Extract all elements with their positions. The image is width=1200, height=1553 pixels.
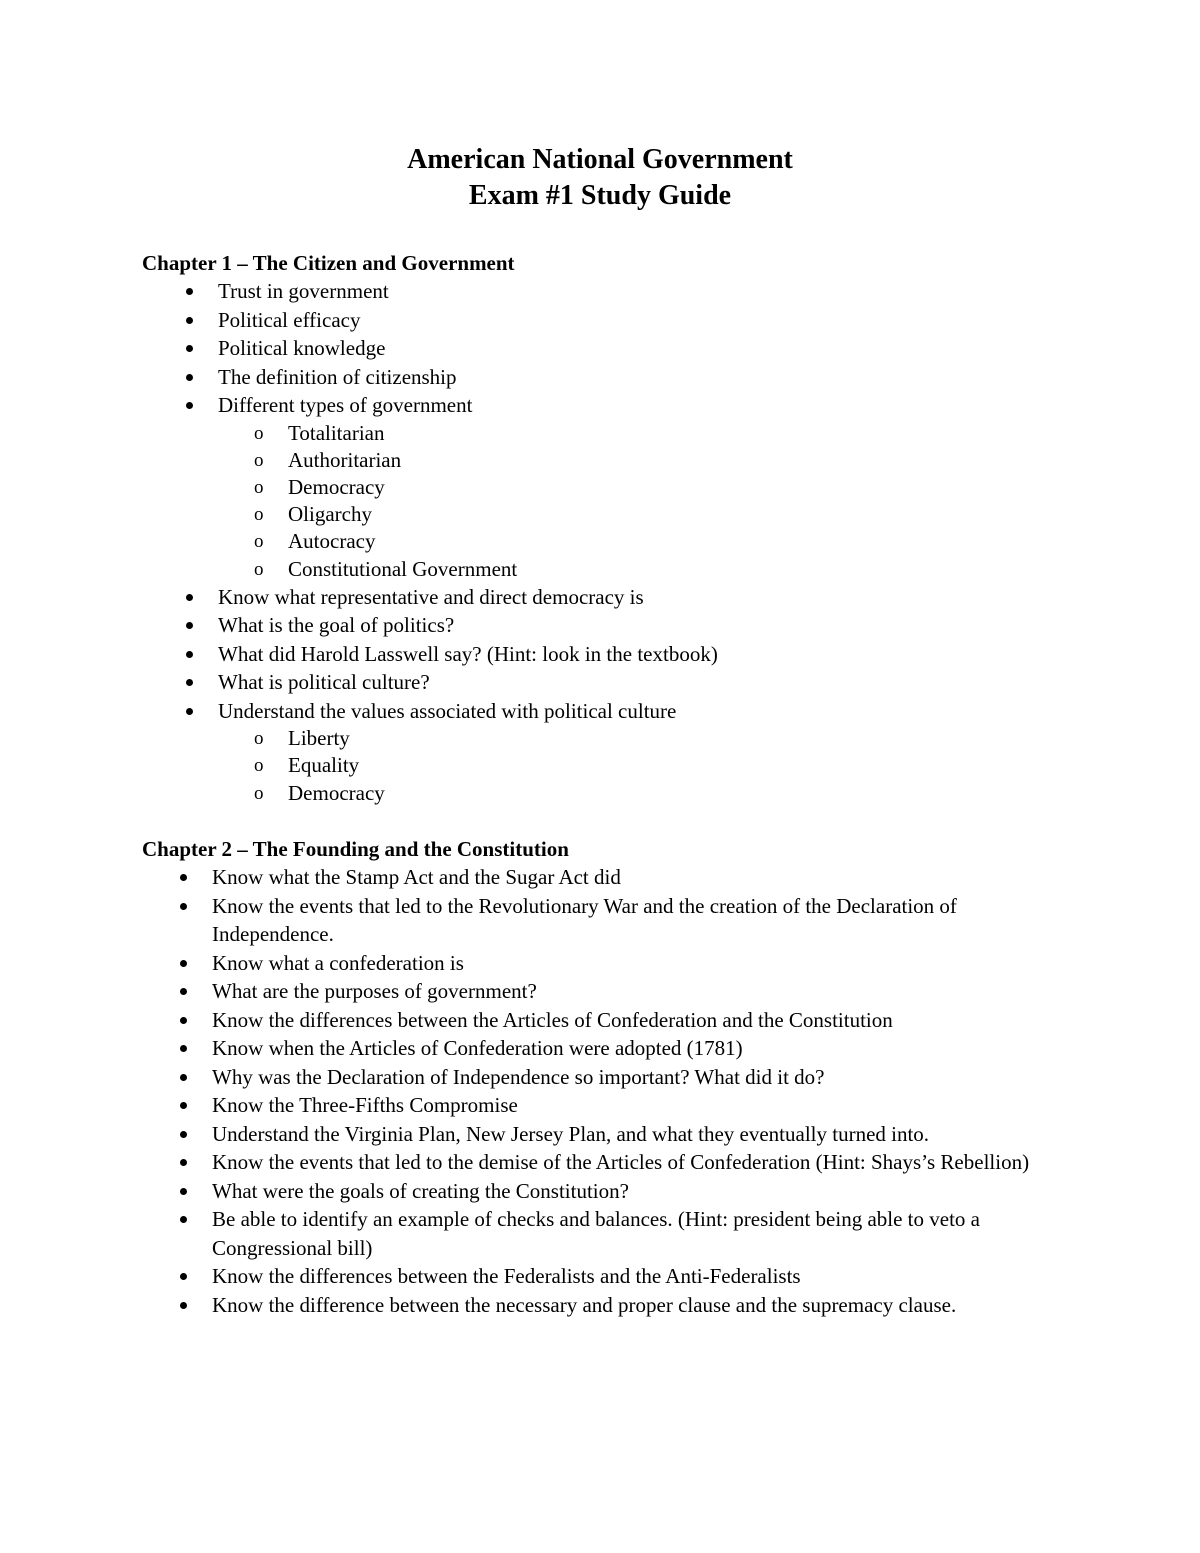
list-item — [142, 391, 1082, 583]
bullet-icon — [180, 903, 187, 910]
chapter-2-heading: Chapter 2 – The Founding and the Constitution — [142, 837, 569, 861]
chapter-2-list — [142, 863, 1082, 1319]
sub-list-item-text: Democracy — [288, 780, 385, 805]
bullet-icon — [186, 651, 193, 658]
list-item — [142, 1205, 1082, 1262]
bullet-icon — [180, 1159, 187, 1166]
bullet-icon — [180, 1188, 187, 1195]
bullet-icon — [186, 317, 193, 324]
hollow-bullet-icon: o — [254, 531, 264, 553]
hollow-bullet-icon: o — [254, 449, 264, 471]
list-item-text: What is political culture? — [218, 670, 430, 695]
sub-list-item — [218, 556, 1082, 583]
bullet-icon — [186, 288, 193, 295]
list-item — [142, 277, 1082, 306]
list-item-text: What did Harold Lasswell say? (Hint: look in the textbook) — [218, 641, 718, 666]
list-item — [142, 1091, 1082, 1120]
bullet-icon — [180, 1017, 187, 1024]
bullet-icon — [186, 594, 193, 601]
sub-list-item — [218, 447, 1082, 474]
list-item-text: Know the differences between the Federalists and the Anti-Federalists — [212, 1264, 801, 1288]
list-item-text: Political efficacy — [218, 307, 361, 332]
chapter-1-heading: Chapter 1 – The Citizen and Government — [142, 251, 515, 275]
hollow-bullet-icon: o — [254, 755, 264, 777]
list-item — [142, 977, 1082, 1006]
list-item-text: Know what the Stamp Act and the Sugar Act did — [212, 865, 621, 889]
list-item-text: The definition of citizenship — [218, 364, 457, 389]
hollow-bullet-icon: o — [254, 504, 264, 526]
bullet-icon — [180, 1273, 187, 1280]
list-item — [142, 1120, 1082, 1149]
bullet-icon — [180, 988, 187, 995]
list-item — [142, 363, 1082, 392]
list-item-text: Know the events that led to the Revolutionary War and the creation of the Declaration of Independence. — [212, 893, 957, 946]
hollow-bullet-icon: o — [254, 782, 264, 804]
list-item — [142, 1034, 1082, 1063]
list-item — [142, 1262, 1082, 1291]
bullet-icon — [180, 1216, 187, 1223]
list-item-text: Trust in government — [218, 279, 389, 303]
sub-list-item-text: Oligarchy — [288, 502, 372, 527]
sub-list-item-text: Totalitarian — [288, 420, 385, 445]
list-item — [142, 1291, 1082, 1320]
hollow-bullet-icon: o — [254, 476, 264, 498]
sub-list-item — [218, 420, 1082, 447]
hollow-bullet-icon: o — [254, 728, 264, 750]
sub-list-item-text: Authoritarian — [288, 447, 402, 472]
list-item-text: Know the differences between the Articles of Confederation and the Constitution — [212, 1007, 893, 1032]
government-types-sublist — [218, 420, 1082, 583]
chapter-1-section — [142, 249, 1082, 807]
list-item-text: Know the events that led to the demise of the Articles of Confederation (Hint: Shays’s Rebellion) — [212, 1150, 1030, 1174]
list-item-text: Know the difference between the necessary and proper clause and the supremacy clause. — [212, 1292, 957, 1317]
sub-list-item — [218, 528, 1082, 555]
list-item-text: Different types of government — [218, 393, 473, 417]
document-title — [0, 142, 1200, 214]
list-item-text: What is the goal of politics? — [218, 613, 455, 638]
sub-list-item — [218, 780, 1082, 807]
list-item — [142, 611, 1082, 640]
bullet-icon — [186, 345, 193, 352]
bullet-icon — [186, 622, 193, 629]
bullet-icon — [186, 374, 193, 381]
list-item-text: What were the goals of creating the Constitution? — [212, 1178, 629, 1203]
list-item — [142, 668, 1082, 697]
bullet-icon — [186, 679, 193, 686]
bullet-icon — [180, 1302, 187, 1309]
chapter-2-section — [142, 835, 1082, 1319]
sub-list-item-text: Democracy — [288, 474, 385, 499]
bullet-icon — [186, 402, 193, 409]
list-item — [142, 1063, 1082, 1092]
bullet-icon — [180, 874, 187, 881]
list-item — [142, 306, 1082, 335]
list-item — [142, 1177, 1082, 1206]
list-item — [142, 334, 1082, 363]
title-line-1: American National Government — [407, 144, 793, 175]
list-item — [142, 697, 1082, 807]
list-item-text: Know what representative and direct democracy is — [218, 584, 644, 609]
sub-list-item — [218, 501, 1082, 528]
title-line-2: Exam #1 Study Guide — [468, 180, 732, 211]
list-item-text: Know what a confederation is — [212, 950, 464, 975]
list-item — [142, 583, 1082, 612]
bullet-icon — [180, 1102, 187, 1109]
sub-list-item-text: Constitutional Government — [288, 556, 518, 581]
bullet-icon — [186, 708, 193, 715]
bullet-icon — [180, 960, 187, 967]
list-item-text: What are the purposes of government? — [212, 979, 537, 1003]
bullet-icon — [180, 1074, 187, 1081]
list-item — [142, 892, 1082, 949]
list-item-text: Political knowledge — [218, 336, 386, 360]
list-item-text: Understand the Virginia Plan, New Jersey Plan, and what they eventually turned into. — [212, 1121, 930, 1146]
list-item — [142, 1148, 1082, 1177]
sub-list-item — [218, 474, 1082, 501]
list-item — [142, 863, 1082, 892]
list-item-text: Why was the Declaration of Independence so important? What did it do? — [212, 1064, 825, 1089]
political-values-sublist — [218, 725, 1082, 807]
sub-list-item-text: Equality — [288, 753, 360, 778]
sub-list-item — [218, 725, 1082, 752]
bullet-icon — [180, 1131, 187, 1138]
hollow-bullet-icon: o — [254, 558, 264, 580]
list-item-text: Know the Three-Fifths Compromise — [212, 1093, 518, 1117]
list-item — [142, 949, 1082, 978]
list-item-text: Be able to identify an example of checks and balances. (Hint: president being able to veto a Congressional bill) — [212, 1207, 980, 1260]
list-item-text: Know when the Articles of Confederation were adopted (1781) — [212, 1036, 743, 1060]
bullet-icon — [180, 1045, 187, 1052]
chapter-1-list — [142, 277, 1082, 807]
list-item-text: Understand the values associated with political culture — [218, 698, 677, 723]
list-item — [142, 1006, 1082, 1035]
sub-list-item-text: Autocracy — [288, 529, 376, 554]
sub-list-item — [218, 752, 1082, 779]
list-item — [142, 640, 1082, 669]
hollow-bullet-icon: o — [254, 422, 264, 444]
sub-list-item-text: Liberty — [288, 726, 350, 751]
